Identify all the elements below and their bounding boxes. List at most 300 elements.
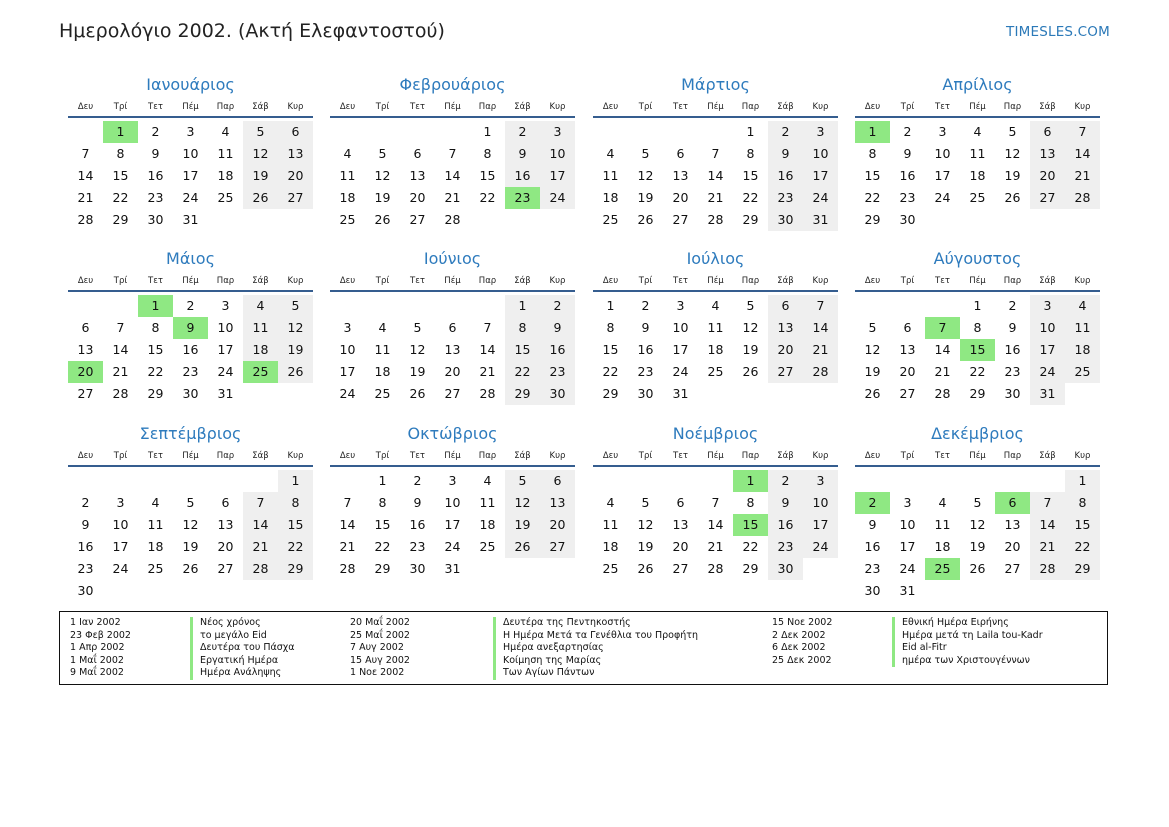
day-cell: 29: [864, 212, 881, 227]
weekday-header: Κυρ: [1074, 276, 1091, 286]
day-cell: 4: [1065, 295, 1100, 317]
day-cell: 25: [1065, 361, 1100, 383]
weekday-header: Τρί: [638, 102, 653, 112]
weekday-header: Πέμ: [444, 102, 461, 112]
day-cell: 6: [278, 121, 313, 143]
weekday-header: Δευ: [339, 102, 356, 112]
day-cell: 13: [278, 143, 313, 165]
day-cell: 31: [1030, 383, 1065, 405]
legend-dates: [350, 617, 410, 680]
day-cell: 5: [641, 495, 650, 510]
day-cell: 4: [483, 473, 492, 488]
weekday-header: Τετ: [673, 276, 688, 286]
month-name: Μάιος: [166, 249, 215, 268]
day-cell: 4: [243, 295, 278, 317]
day-cell: 10: [182, 146, 199, 161]
day-cell: 8: [746, 146, 755, 161]
day-cell: 28: [1065, 187, 1100, 209]
day-cell: 28: [77, 212, 94, 227]
legend-dates: [772, 617, 832, 667]
day-cell: 23: [540, 361, 575, 383]
day-cell: 28: [243, 558, 278, 580]
day-cell: 21: [934, 364, 951, 379]
day-cell: 24: [217, 364, 234, 379]
holiday-day-cell: 1: [138, 295, 173, 317]
weekday-header: Κυρ: [287, 102, 304, 112]
day-cell: 17: [112, 539, 129, 554]
day-cell: 31: [217, 386, 234, 401]
legend-holiday-name: Ημέρα μετά τη Laila tou-Kadr: [902, 629, 1043, 641]
day-cell: 7: [711, 146, 720, 161]
day-cell: 13: [77, 342, 94, 357]
day-cell: 23: [77, 561, 94, 576]
day-cell: 30: [147, 212, 164, 227]
legend-date: 9 Μαΐ 2002: [70, 667, 124, 679]
day-cell: 19: [637, 539, 654, 554]
day-cell: 12: [637, 517, 654, 532]
holiday-day-cell: 1: [103, 121, 138, 143]
holiday-day-cell: 15: [960, 339, 995, 361]
day-cell: 22: [479, 190, 496, 205]
day-cell: 20: [672, 539, 689, 554]
day-cell: 12: [505, 492, 540, 514]
weekday-header: Τετ: [148, 276, 163, 286]
header-divider: [330, 465, 575, 467]
day-cell: 5: [973, 495, 982, 510]
day-cell: 2: [641, 298, 650, 313]
weekday-header: Δευ: [864, 102, 881, 112]
day-cell: 12: [864, 342, 881, 357]
day-cell: 12: [409, 342, 426, 357]
day-cell: 5: [868, 320, 877, 335]
day-cell: 17: [182, 168, 199, 183]
weekday-header: Κυρ: [287, 451, 304, 461]
legend-holiday-name: Η Ημέρα Μετά τα Γενέθλια του Προφήτη: [503, 629, 698, 641]
day-cell: 15: [147, 342, 164, 357]
day-cell: 7: [448, 146, 457, 161]
legend-holiday-name: Νέος χρόνος: [200, 617, 261, 628]
weekday-header: Τρί: [900, 102, 915, 112]
day-cell: 21: [77, 190, 94, 205]
day-cell: 27: [278, 187, 313, 209]
holiday-day-cell: 9: [173, 317, 208, 339]
day-cell: 18: [969, 168, 986, 183]
weekday-header: Σάβ: [252, 451, 269, 461]
day-cell: 17: [444, 517, 461, 532]
day-cell: 27: [1004, 561, 1021, 576]
day-cell: 25: [602, 212, 619, 227]
day-cell: 16: [182, 342, 199, 357]
day-cell: 1: [746, 124, 755, 139]
day-cell: 18: [217, 168, 234, 183]
day-cell: 25: [479, 539, 496, 554]
weekday-header: Παρ: [1003, 451, 1022, 461]
day-cell: 8: [116, 146, 125, 161]
weekday-header: Παρ: [478, 451, 497, 461]
day-cell: 3: [903, 495, 912, 510]
day-cell: 27: [672, 561, 689, 576]
day-cell: 24: [672, 364, 689, 379]
legend-holiday-name: Ημέρα Ανάληψης: [200, 667, 282, 679]
day-cell: 28: [339, 561, 356, 576]
day-cell: 26: [742, 364, 759, 379]
weekday-header: Σάβ: [514, 102, 531, 112]
day-cell: 16: [1004, 342, 1021, 357]
day-cell: 1: [973, 298, 982, 313]
month-name: Σεπτέμβριος: [139, 424, 242, 443]
day-cell: 29: [374, 561, 391, 576]
day-cell: 14: [1065, 143, 1100, 165]
day-cell: 19: [742, 342, 759, 357]
day-cell: 29: [969, 386, 986, 401]
holiday-day-cell: 1: [855, 121, 890, 143]
day-cell: 27: [217, 561, 234, 576]
day-cell: 28: [803, 361, 838, 383]
day-cell: 18: [479, 517, 496, 532]
day-cell: 11: [602, 168, 619, 183]
day-cell: 22: [969, 364, 986, 379]
day-cell: 23: [864, 561, 881, 576]
weekday-header: Παρ: [1003, 276, 1022, 286]
day-cell: 1: [483, 124, 492, 139]
weekday-header: Τετ: [148, 451, 163, 461]
legend-holiday-name: Εργατική Ημέρα: [200, 654, 279, 666]
day-cell: 12: [742, 320, 759, 335]
day-cell: 2: [768, 121, 803, 143]
legend-holiday-name: ημέρα των Χριστουγέννων: [902, 654, 1030, 666]
day-cell: 19: [1004, 168, 1021, 183]
day-cell: 1: [378, 473, 387, 488]
legend-holiday-name: Δευτέρα του Πάσχα: [200, 642, 295, 654]
day-cell: 19: [637, 190, 654, 205]
weekday-header: Τρί: [638, 276, 653, 286]
day-cell: 22: [112, 190, 129, 205]
day-cell: 30: [768, 209, 803, 231]
weekday-header: Πέμ: [969, 102, 986, 112]
day-cell: 24: [182, 190, 199, 205]
weekday-header: Δευ: [77, 451, 94, 461]
day-cell: 6: [768, 295, 803, 317]
day-cell: 9: [768, 143, 803, 165]
month-name: Δεκέμβριος: [931, 424, 1024, 443]
day-cell: 14: [444, 168, 461, 183]
weekday-header: Παρ: [1003, 102, 1022, 112]
weekday-header: Σάβ: [777, 276, 794, 286]
day-cell: 23: [768, 187, 803, 209]
day-cell: 15: [479, 168, 496, 183]
day-cell: 29: [147, 386, 164, 401]
day-cell: 23: [147, 190, 164, 205]
legend-date: 25 Δεκ 2002: [772, 654, 832, 666]
legend-date: 15 Νοε 2002: [772, 617, 833, 628]
day-cell: 18: [602, 190, 619, 205]
day-cell: 14: [934, 342, 951, 357]
day-cell: 27: [540, 536, 575, 558]
weekday-header: Σάβ: [514, 451, 531, 461]
day-cell: 3: [676, 298, 685, 313]
weekday-header: Πέμ: [969, 451, 986, 461]
day-cell: 10: [540, 143, 575, 165]
day-cell: 14: [479, 342, 496, 357]
day-cell: 1: [1065, 470, 1100, 492]
day-cell: 14: [339, 517, 356, 532]
day-cell: 28: [1030, 558, 1065, 580]
legend-holiday-name: το μεγάλο Eid: [200, 629, 267, 641]
day-cell: 31: [803, 209, 838, 231]
day-cell: 12: [969, 517, 986, 532]
day-cell: 27: [899, 386, 916, 401]
day-cell: 10: [444, 495, 461, 510]
day-cell: 8: [278, 492, 313, 514]
day-cell: 28: [707, 212, 724, 227]
day-cell: 12: [243, 143, 278, 165]
day-cell: 21: [707, 539, 724, 554]
weekday-header: Κυρ: [812, 276, 829, 286]
holiday-day-cell: 25: [243, 361, 278, 383]
day-cell: 28: [112, 386, 129, 401]
weekday-header: Τρί: [638, 451, 653, 461]
day-cell: 3: [186, 124, 195, 139]
day-cell: 4: [221, 124, 230, 139]
day-cell: 4: [711, 298, 720, 313]
day-cell: 14: [112, 342, 129, 357]
day-cell: 27: [1030, 187, 1065, 209]
day-cell: 16: [899, 168, 916, 183]
day-cell: 10: [672, 320, 689, 335]
legend-holiday-name: Εθνική Ημέρα Ειρήνης: [902, 617, 1009, 628]
day-cell: 21: [339, 539, 356, 554]
day-cell: 21: [707, 190, 724, 205]
day-cell: 11: [374, 342, 391, 357]
legend-names: [493, 617, 698, 680]
day-cell: 26: [1004, 190, 1021, 205]
day-cell: 15: [742, 168, 759, 183]
legend-names: [892, 617, 1043, 667]
day-cell: 30: [540, 383, 575, 405]
weekday-header: Τετ: [673, 102, 688, 112]
day-cell: 4: [378, 320, 387, 335]
day-cell: 7: [1065, 121, 1100, 143]
weekday-header: Πέμ: [182, 451, 199, 461]
weekday-header: Τετ: [935, 451, 950, 461]
day-cell: 18: [339, 190, 356, 205]
day-cell: 21: [1065, 165, 1100, 187]
day-cell: 29: [505, 383, 540, 405]
day-cell: 29: [1065, 558, 1100, 580]
day-cell: 19: [182, 539, 199, 554]
day-cell: 22: [602, 364, 619, 379]
day-cell: 18: [243, 339, 278, 361]
day-cell: 13: [1030, 143, 1065, 165]
day-cell: 24: [112, 561, 129, 576]
weekday-header: Πέμ: [707, 451, 724, 461]
legend-date: 1 Νοε 2002: [350, 667, 405, 679]
site-link[interactable]: TIMESLES.COM: [1006, 24, 1110, 40]
day-cell: 9: [903, 146, 912, 161]
day-cell: 20: [278, 165, 313, 187]
day-cell: 29: [742, 212, 759, 227]
day-cell: 30: [77, 583, 94, 598]
month-name: Νοέμβριος: [672, 424, 759, 443]
day-cell: 13: [444, 342, 461, 357]
day-cell: 11: [707, 320, 724, 335]
holiday-legend: [59, 611, 1108, 685]
day-cell: 30: [1004, 386, 1021, 401]
day-cell: 7: [483, 320, 492, 335]
day-cell: 3: [1030, 295, 1065, 317]
day-cell: 24: [1030, 361, 1065, 383]
day-cell: 20: [899, 364, 916, 379]
day-cell: 8: [151, 320, 160, 335]
day-cell: 7: [803, 295, 838, 317]
day-cell: 17: [803, 514, 838, 536]
day-cell: 30: [768, 558, 803, 580]
day-cell: 22: [1065, 536, 1100, 558]
header-divider: [68, 116, 313, 118]
weekday-header: Κυρ: [549, 451, 566, 461]
day-cell: 31: [182, 212, 199, 227]
day-cell: 10: [1030, 317, 1065, 339]
day-cell: 14: [1030, 514, 1065, 536]
day-cell: 16: [768, 165, 803, 187]
day-cell: 15: [374, 517, 391, 532]
day-cell: 21: [112, 364, 129, 379]
legend-date: 7 Αυγ 2002: [350, 642, 404, 654]
day-cell: 3: [938, 124, 947, 139]
day-cell: 16: [77, 539, 94, 554]
day-cell: 19: [505, 514, 540, 536]
day-cell: 20: [540, 514, 575, 536]
day-cell: 11: [602, 517, 619, 532]
day-cell: 18: [707, 342, 724, 357]
day-cell: 26: [637, 212, 654, 227]
day-cell: 8: [973, 320, 982, 335]
day-cell: 28: [934, 386, 951, 401]
day-cell: 2: [1008, 298, 1017, 313]
day-cell: 16: [409, 517, 426, 532]
day-cell: 17: [1030, 339, 1065, 361]
weekday-header: Παρ: [216, 276, 235, 286]
day-cell: 22: [278, 536, 313, 558]
weekday-header: Τρί: [375, 276, 390, 286]
day-cell: 16: [768, 514, 803, 536]
weekday-header: Παρ: [741, 451, 760, 461]
legend-holiday-name: Ημέρα ανεξαρτησίας: [503, 642, 604, 654]
day-cell: 30: [637, 386, 654, 401]
header-divider: [68, 290, 313, 292]
day-cell: 23: [182, 364, 199, 379]
legend-holiday-name: Κοίμηση της Μαρίας: [503, 654, 602, 666]
day-cell: 11: [969, 146, 986, 161]
day-cell: 16: [864, 539, 881, 554]
weekday-header: Πέμ: [182, 102, 199, 112]
day-cell: 8: [606, 320, 615, 335]
header-divider: [330, 290, 575, 292]
weekday-header: Σάβ: [1039, 102, 1056, 112]
day-cell: 22: [742, 539, 759, 554]
day-cell: 31: [899, 583, 916, 598]
weekday-header: Τετ: [410, 276, 425, 286]
day-cell: 10: [217, 320, 234, 335]
day-cell: 26: [864, 386, 881, 401]
day-cell: 15: [602, 342, 619, 357]
day-cell: 24: [934, 190, 951, 205]
day-cell: 3: [540, 121, 575, 143]
weekday-header: Τρί: [113, 451, 128, 461]
day-cell: 9: [505, 143, 540, 165]
day-cell: 23: [768, 536, 803, 558]
day-cell: 20: [672, 190, 689, 205]
day-cell: 9: [868, 517, 877, 532]
day-cell: 10: [803, 143, 838, 165]
day-cell: 13: [217, 517, 234, 532]
weekday-header: Πέμ: [707, 276, 724, 286]
legend-date: 2 Δεκ 2002: [772, 629, 826, 641]
header-divider: [855, 465, 1100, 467]
day-cell: 26: [278, 361, 313, 383]
day-cell: 3: [803, 470, 838, 492]
weekday-header: Πέμ: [444, 451, 461, 461]
weekday-header: Τρί: [900, 276, 915, 286]
legend-date: 1 Απρ 2002: [70, 642, 125, 654]
header-divider: [593, 290, 838, 292]
day-cell: 14: [243, 514, 278, 536]
page-title: Ημερολόγιο 2002. (Ακτή Ελεφαντοστού): [59, 20, 445, 42]
day-cell: 17: [339, 364, 356, 379]
day-cell: 24: [803, 536, 838, 558]
day-cell: 27: [77, 386, 94, 401]
day-cell: 27: [768, 361, 803, 383]
weekday-header: Τρί: [900, 451, 915, 461]
legend-dates: [70, 617, 131, 680]
day-cell: 24: [899, 561, 916, 576]
day-cell: 10: [339, 342, 356, 357]
legend-date: 15 Αυγ 2002: [350, 654, 410, 666]
day-cell: 13: [672, 168, 689, 183]
legend-holiday-name: Των Αγίων Πάντων: [503, 667, 595, 679]
legend-date: 20 Μαΐ 2002: [350, 617, 410, 628]
weekday-header: Κυρ: [287, 276, 304, 286]
weekday-header: Παρ: [478, 102, 497, 112]
weekday-header: Κυρ: [549, 102, 566, 112]
holiday-day-cell: 7: [925, 317, 960, 339]
month-name: Μάρτιος: [681, 75, 750, 94]
day-cell: 5: [413, 320, 422, 335]
day-cell: 2: [540, 295, 575, 317]
day-cell: 26: [409, 386, 426, 401]
day-cell: 26: [505, 536, 540, 558]
day-cell: 7: [711, 495, 720, 510]
day-cell: 6: [676, 146, 685, 161]
holiday-day-cell: 25: [925, 558, 960, 580]
month-name: Οκτώβριος: [407, 424, 498, 443]
weekday-header: Τετ: [673, 451, 688, 461]
day-cell: 19: [278, 339, 313, 361]
day-cell: 21: [444, 190, 461, 205]
weekday-header: Δευ: [602, 451, 619, 461]
weekday-header: Παρ: [216, 451, 235, 461]
day-cell: 17: [672, 342, 689, 357]
day-cell: 18: [147, 539, 164, 554]
day-cell: 7: [116, 320, 125, 335]
weekday-header: Πέμ: [444, 276, 461, 286]
day-cell: 4: [606, 146, 615, 161]
day-cell: 8: [746, 495, 755, 510]
day-cell: 22: [505, 361, 540, 383]
month-name: Φεβρουάριος: [399, 75, 506, 94]
weekday-header: Τρί: [113, 102, 128, 112]
day-cell: 27: [444, 386, 461, 401]
